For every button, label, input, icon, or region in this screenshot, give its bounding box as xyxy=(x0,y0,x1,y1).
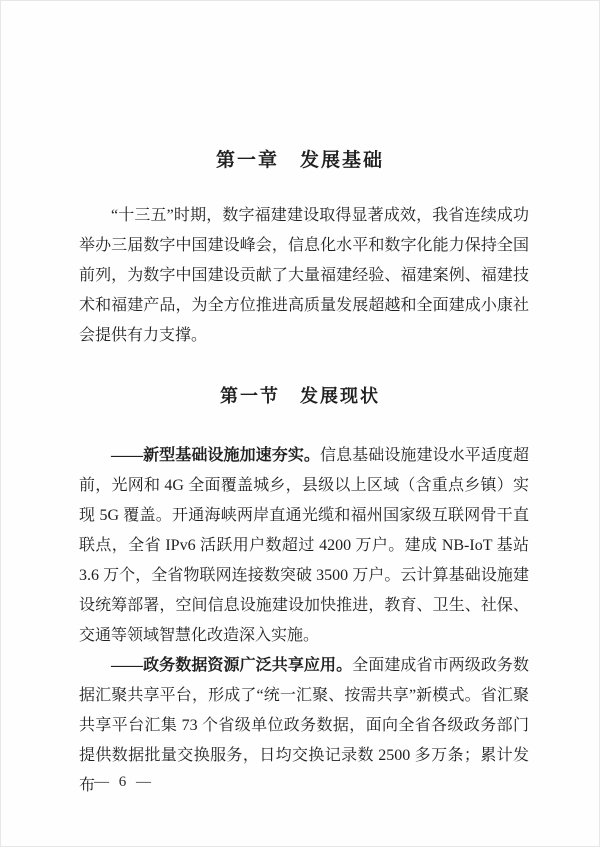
body-block xyxy=(79,441,529,801)
intro-paragraph: “十三五”时期，数字福建建设取得显著成效，我省连续成功举办三届数字中国建设峰会，信息化水平和数字化能力保持全国前列，为数字中国建设贡献了大量福建经验、福建案例、福建技术和福建产品，为全方位推进高质量发展超越和全面建成小康社会提供有力支撑。 xyxy=(79,207,529,344)
paragraph-body: 全面建成省市两级政务数据汇聚共享平台，形成了“统一汇聚、按需共享”新模式。省汇聚共享平台汇集 73 个省级单位政务数据，面向全省各级政务部门提供数据批量交换服务，日均交换记录数 2500 多万条；累计发布 xyxy=(79,657,529,794)
paragraph-infrastructure xyxy=(79,441,529,651)
page-number: — 6 — xyxy=(94,774,154,790)
paragraph-lead: ——政务数据资源广泛共享应用。 xyxy=(111,657,353,674)
intro-block xyxy=(79,201,529,351)
paragraph-lead: ——新型基础设施加速夯实。 xyxy=(111,447,320,464)
chapter-title: 第一章 发展基础 xyxy=(215,150,384,171)
section-title: 第一节 发展现状 xyxy=(220,386,380,406)
paragraph-body: 信息基础设施建设水平适度超前，光网和 4G 全面覆盖城乡，县级以上区域（含重点乡镇）实现 5G 覆盖。开通海峡两岸直通光缆和福州国家级互联网骨干直联点，全省 IPv6 活跃用户数超过 4200 万户。建成 NB-IoT 基站 3.6 万个，全省物联网连接数突破 3500 万户。云计算基础设施建设统筹部署，空间信息设施建设加快推进，教育、卫生、社保、交通等领域智慧化改造深入实施。 xyxy=(79,447,529,644)
